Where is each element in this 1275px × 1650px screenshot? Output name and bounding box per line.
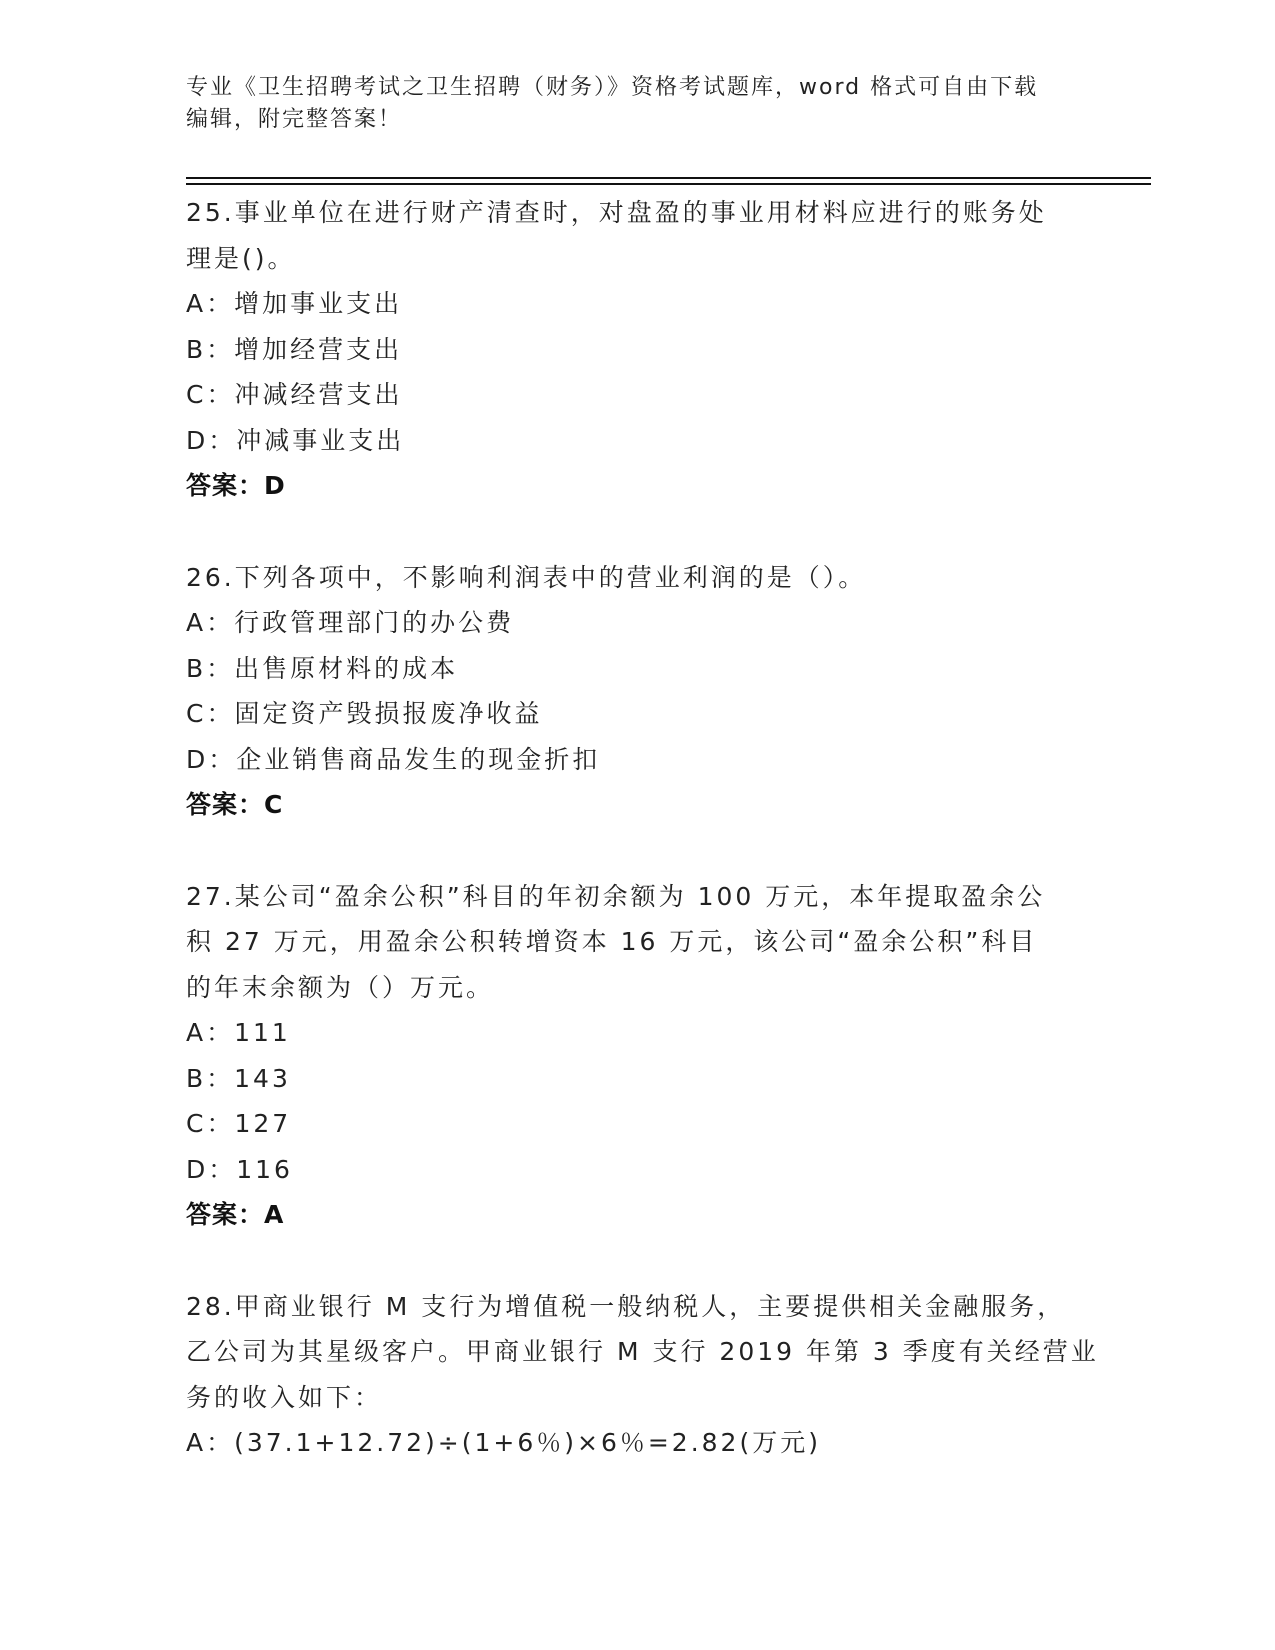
- answer-key: 答案：C: [186, 790, 284, 819]
- option-c: C：固定资产毁损报废净收益: [186, 699, 543, 728]
- option-c: C：冲减经营支出: [186, 380, 403, 409]
- question-stem: 乙公司为其星级客户。甲商业银行 M 支行 2019 年第 3 季度有关经营业: [186, 1337, 1099, 1366]
- option-a: A：行政管理部门的办公费: [186, 608, 515, 637]
- header-line: 专业《卫生招聘考试之卫生招聘（财务）》资格考试题库，word 格式可自由下载: [186, 75, 1039, 100]
- document-header: [186, 72, 1086, 136]
- header-line: 编辑，附完整答案！: [186, 107, 403, 132]
- question-27: [186, 874, 1086, 1238]
- question-stem: 的年末余额为（）万元。: [186, 972, 495, 1002]
- answer-key: 答案：A: [186, 1200, 285, 1229]
- question-stem: 积 27 万元，用盈余公积转增资本 16 万元，该公司“盈余公积”科目: [186, 927, 1038, 956]
- option-d: D：企业销售商品发生的现金折扣: [186, 744, 601, 774]
- question-list: [186, 190, 1099, 1466]
- option-a: A：(37.1+12.72)÷(1+6％)×6％=2.82(万元): [186, 1428, 821, 1457]
- question-stem: 25.事业单位在进行财产清查时，对盘盈的事业用材料应进行的账务处: [186, 198, 1047, 227]
- option-b: B：143: [186, 1063, 291, 1093]
- header-divider: [186, 183, 1151, 185]
- question-28: [186, 1284, 1099, 1466]
- option-b: B：出售原材料的成本: [186, 653, 459, 683]
- option-b: B：增加经营支出: [186, 334, 403, 364]
- question-stem: 26.下列各项中，不影响利润表中的营业利润的是（）。: [186, 562, 867, 592]
- question-stem: 理是()。: [186, 243, 296, 273]
- option-a: A：增加事业支出: [186, 289, 403, 318]
- question-stem: 27.某公司“盈余公积”科目的年初余额为 100 万元，本年提取盈余公: [186, 881, 1046, 911]
- question-stem: 务的收入如下：: [186, 1382, 383, 1412]
- question-stem: 28.甲商业银行 M 支行为增值税一般纳税人，主要提供相关金融服务，: [186, 1291, 1066, 1321]
- answer-key: 答案：D: [186, 471, 286, 500]
- option-d: D：冲减事业支出: [186, 425, 405, 455]
- option-d: D：116: [186, 1154, 293, 1184]
- question-26: [186, 555, 1086, 828]
- option-c: C：127: [186, 1109, 292, 1138]
- question-25: [186, 190, 1086, 509]
- option-a: A：111: [186, 1018, 291, 1047]
- header-divider: [186, 177, 1151, 179]
